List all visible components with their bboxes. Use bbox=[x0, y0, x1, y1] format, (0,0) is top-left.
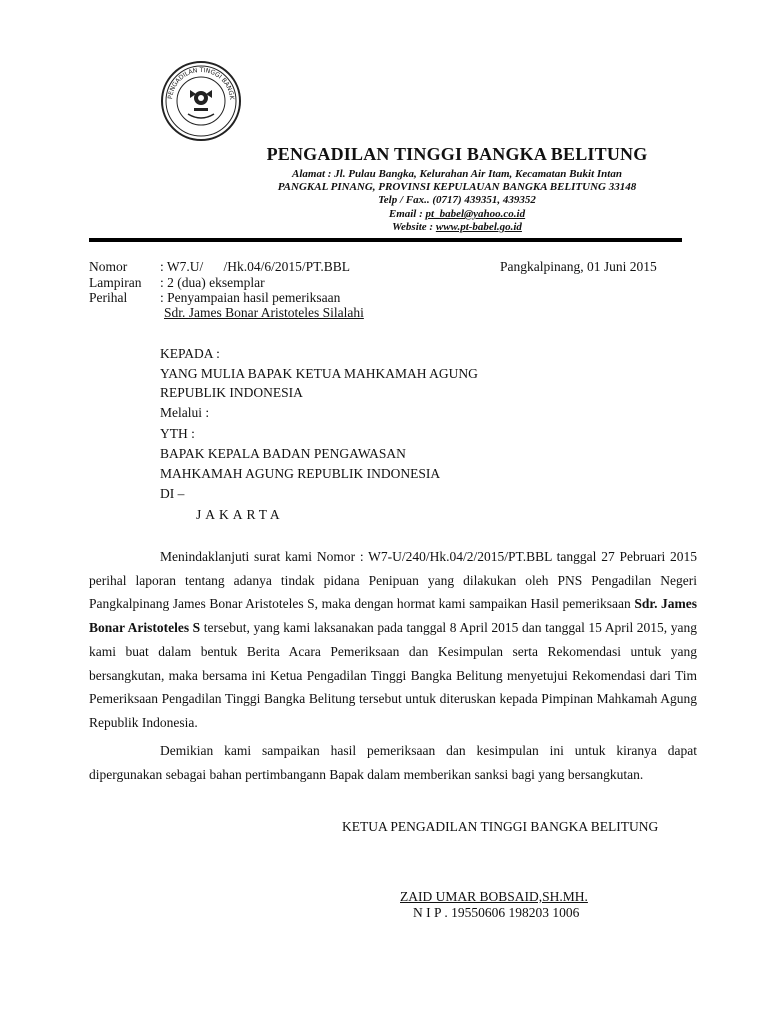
website-link[interactable]: www.pt-babel.go.id bbox=[435, 221, 522, 233]
phone-fax-line: Telp / Fax.. (0717) 439351, 439352 bbox=[378, 194, 536, 206]
recipient-kepada: KEPADA : bbox=[160, 346, 220, 361]
signatory-nip: N I P . 19550606 198203 1006 bbox=[413, 905, 580, 920]
court-name-title: PENGADILAN TINGGI BANGKA BELITUNG bbox=[266, 144, 648, 164]
recipient-city: JAKARTA bbox=[196, 507, 284, 522]
paragraph-1-text-a: Menindaklanjuti surat kami Nomor : W7-U/240/Hk.04/2/2015/PT.BBL tanggal 27 Pebruari 2015 perihal laporan tentang adanya tindak pidana Penipuan yang dilakukan oleh PNS Pengadilan Negeri Pangkalpinang James Bonar Aristoteles S, maka dengan hormat kami sampaikan Hasil pemeriksaan bbox=[89, 549, 697, 612]
recipient-line-3: REPUBLIK INDONESIA bbox=[160, 385, 303, 400]
email-label: Email : bbox=[388, 208, 426, 220]
perihal-label: Perihal bbox=[89, 290, 128, 305]
website-label: Website : bbox=[392, 221, 436, 233]
website-line bbox=[150, 220, 764, 234]
recipient-line-6: BAPAK KEPALA BADAN PENGAWASAN bbox=[160, 446, 406, 461]
email-line bbox=[150, 207, 764, 221]
letterhead-divider bbox=[89, 238, 682, 242]
perihal-subject-name: Sdr. James Bonar Aristoteles Silalahi bbox=[164, 305, 364, 320]
letter-date: Pangkalpinang, 01 Juni 2015 bbox=[500, 259, 657, 274]
paragraph-1-text-b: tersebut, yang kami laksanakan pada tanggal 8 April 2015 dan tanggal 15 April 2015, yang kami buat dalam bentuk Berita Acara Pemeriksaan dan Kesimpulan serta Rekomendasi untuk yang bersangkutan, maka bersama ini Ketua Pengadilan Tinggi Bangka Belitung menyetujui Rekomendasi dari Tim Pemeriksaan Pengadilan Tinggi Bangka Belitung tersebut untuk diteruskan kepada Pimpinan Mahkamah Agung Republik Indonesia. bbox=[89, 620, 698, 730]
paragraph-1-bold-name: Sdr. James Bonar Aristoteles S bbox=[89, 596, 697, 636]
recipient-line-2: YANG MULIA BAPAK KETUA MAHKAMAH AGUNG bbox=[160, 366, 478, 381]
body-paragraph-1 bbox=[89, 545, 697, 735]
address-line-1: Alamat : Jl. Pulau Bangka, Kelurahan Air Itam, Kecamatan Bukit Intan bbox=[292, 168, 622, 180]
lampiran-label: Lampiran bbox=[89, 275, 142, 290]
recipient-yth: YTH : bbox=[160, 426, 195, 441]
body-paragraph-2: Demikian kami sampaikan hasil pemeriksaan dan kesimpulan ini untuk kiranya dapat dipergunakan sebagai bahan pertimbangann Bapak dalam memberikan sanksi bagi yang bersangkutan. bbox=[89, 743, 697, 782]
address-line-2: PANGKAL PINANG, PROVINSI KEPULAUAN BANGKA BELITUNG 33148 bbox=[277, 181, 637, 193]
court-seal-logo bbox=[160, 60, 242, 142]
signatory-name: ZAID UMAR BOBSAID,SH.MH. bbox=[400, 889, 588, 904]
signature-title: KETUA PENGADILAN TINGGI BANGKA BELITUNG bbox=[342, 819, 659, 834]
recipient-melalui: Melalui : bbox=[160, 405, 210, 420]
email-link[interactable]: pt_babel@yahoo.co.id bbox=[425, 208, 526, 220]
lampiran-value: : 2 (dua) eksemplar bbox=[160, 275, 265, 290]
perihal-value: : Penyampaian hasil pemeriksaan bbox=[160, 290, 341, 305]
nomor-label: Nomor bbox=[89, 259, 128, 274]
svg-text:PENGADILAN TINGGI BANGKA BELIT: PENGADILAN TINGGI BANGK bbox=[167, 66, 236, 100]
nomor-value: : W7.U/ /Hk.04/6/2015/PT.BBL bbox=[160, 259, 351, 274]
recipient-di: DI – bbox=[160, 486, 185, 501]
recipient-line-7: MAHKAMAH AGUNG REPUBLIK INDONESIA bbox=[160, 466, 441, 481]
